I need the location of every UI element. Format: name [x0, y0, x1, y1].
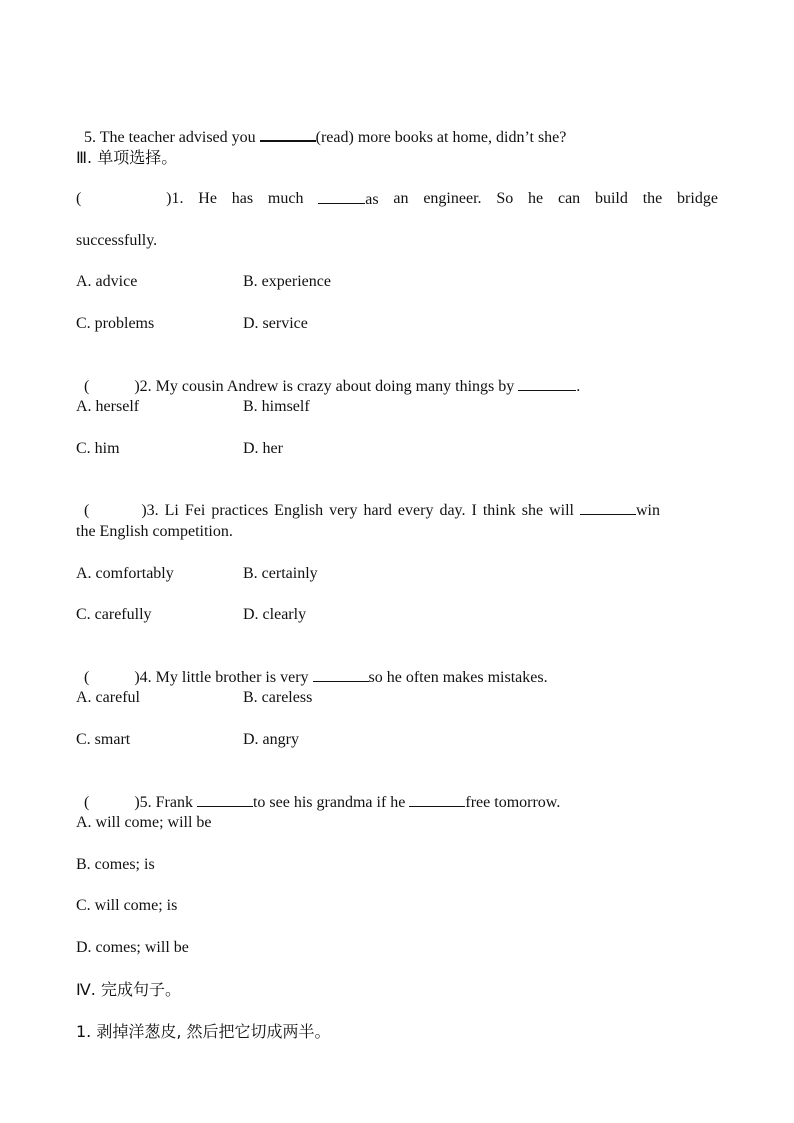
question-end: free tomorrow. — [465, 794, 561, 811]
question-5-read — [76, 106, 567, 146]
word: can — [557, 190, 581, 207]
word: an — [393, 190, 409, 207]
answer-blank — [409, 792, 465, 807]
answer-blank-group — [318, 189, 378, 209]
paren-open: ( — [76, 190, 82, 207]
word: has — [231, 190, 254, 207]
option-b: B. comes; is — [76, 856, 155, 873]
option-d: D. angry — [243, 731, 299, 748]
section-4-title: Ⅳ. 完成句子。 — [76, 980, 181, 999]
option-c: C. smart — [76, 731, 131, 748]
option-b: B. certainly — [243, 565, 318, 582]
word: He — [198, 190, 217, 207]
mc-question-3 — [76, 480, 660, 519]
answer-blank — [518, 376, 576, 391]
option-b: B. himself — [243, 398, 310, 415]
question-text: )3. Li Fei practices English very hard every day. I think she will — [141, 502, 580, 519]
question-end: . — [576, 378, 581, 395]
mc-question-1-continuation: successfully. — [76, 232, 158, 249]
mc-question-5 — [76, 772, 561, 811]
option-d: D. comes; will be — [76, 939, 189, 956]
word: bridge — [677, 190, 718, 207]
answer-blank — [580, 500, 636, 515]
option-b: B. experience — [243, 273, 331, 290]
word: he — [528, 190, 544, 207]
option-a: A. comfortably — [76, 565, 174, 582]
question-text: to see his grandma if he — [252, 794, 410, 811]
option-a: A. careful — [76, 689, 140, 706]
word: build — [594, 190, 628, 207]
option-d: D. her — [243, 440, 283, 457]
question-number: )1. — [166, 190, 184, 207]
paren-open: ( — [84, 669, 90, 686]
option-c: C. problems — [76, 315, 155, 332]
option-a: A. herself — [76, 398, 140, 415]
question-text: )5. Frank — [134, 794, 197, 811]
answer-blank — [313, 667, 369, 682]
answer-blank — [318, 189, 365, 204]
option-a: A. will come; will be — [76, 814, 212, 831]
q5-read-prefix: 5. The teacher advised you — [84, 129, 260, 146]
word: So — [496, 190, 514, 207]
option-c: C. carefully — [76, 606, 152, 623]
question-end: so he often makes mistakes. — [368, 669, 548, 686]
question-text: )2. My cousin Andrew is crazy about doing many things by — [134, 378, 519, 395]
paren-open: ( — [84, 378, 90, 395]
mc-question-3-continuation: the English competition. — [76, 523, 233, 540]
option-a: A. advice — [76, 273, 138, 290]
word: engineer. — [423, 190, 482, 207]
option-b: B. careless — [243, 689, 313, 706]
q5-read-suffix: (read) more books at home, didn’t she? — [315, 129, 567, 146]
mc-question-1 — [76, 189, 718, 209]
answer-blank — [260, 126, 316, 142]
option-c: C. will come; is — [76, 897, 178, 914]
question-end: win — [635, 502, 660, 519]
option-d: D. service — [243, 315, 308, 332]
mc-question-2 — [76, 356, 581, 395]
question-text: )4. My little brother is very — [134, 669, 313, 686]
word: as — [365, 191, 379, 208]
option-d: D. clearly — [243, 606, 307, 623]
mc-question-4 — [76, 647, 548, 686]
word: much — [267, 190, 304, 207]
word: the — [642, 190, 663, 207]
sentence-item-1: 1. 剥掉洋葱皮, 然后把它切成两半。 — [76, 1022, 331, 1041]
paren-open: ( — [84, 794, 90, 811]
paren-open: ( — [84, 502, 90, 519]
section-3-title: Ⅲ. 单项选择。 — [76, 148, 178, 167]
answer-blank — [197, 792, 253, 807]
option-c: C. him — [76, 440, 120, 457]
